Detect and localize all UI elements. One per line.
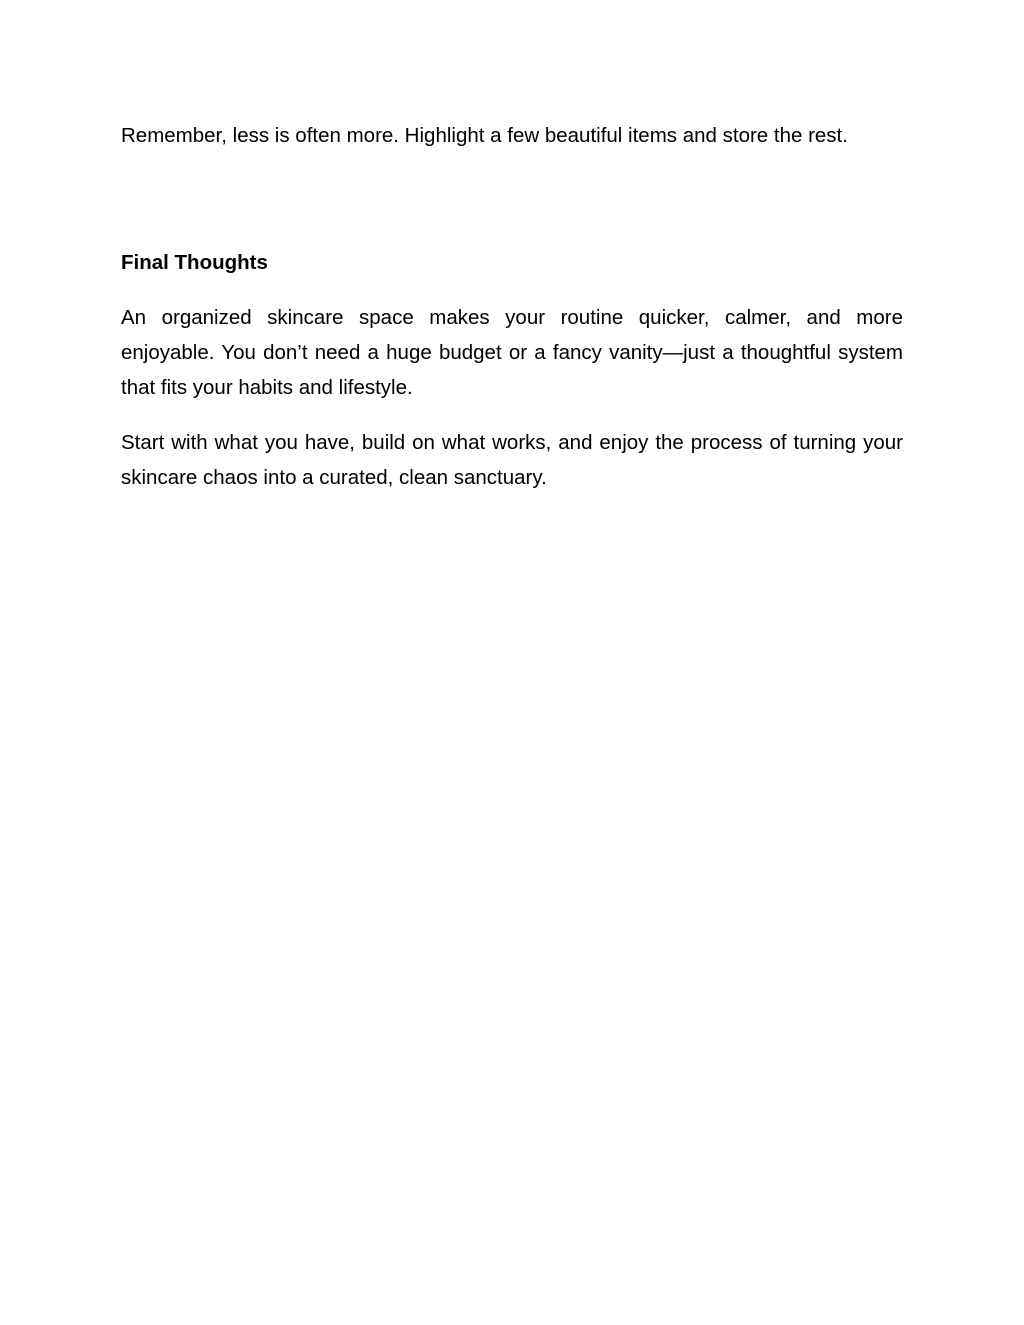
document-page: [121, 118, 903, 495]
section-heading: Final Thoughts: [121, 251, 268, 274]
intro-paragraph: Remember, less is often more. Highlight a few beautiful items and store the rest.: [121, 124, 848, 147]
paragraph-final-thoughts-1: An organized skincare space makes your routine quicker, calmer, and more enjoyable. You don’t need a huge budget or a fancy vanity—just a thoughtful system that fits your habits and lifestyle.: [121, 306, 903, 399]
paragraph-final-thoughts-2: Start with what you have, build on what works, and enjoy the process of turning your skincare chaos into a curated, clean sanctuary.: [121, 431, 903, 489]
